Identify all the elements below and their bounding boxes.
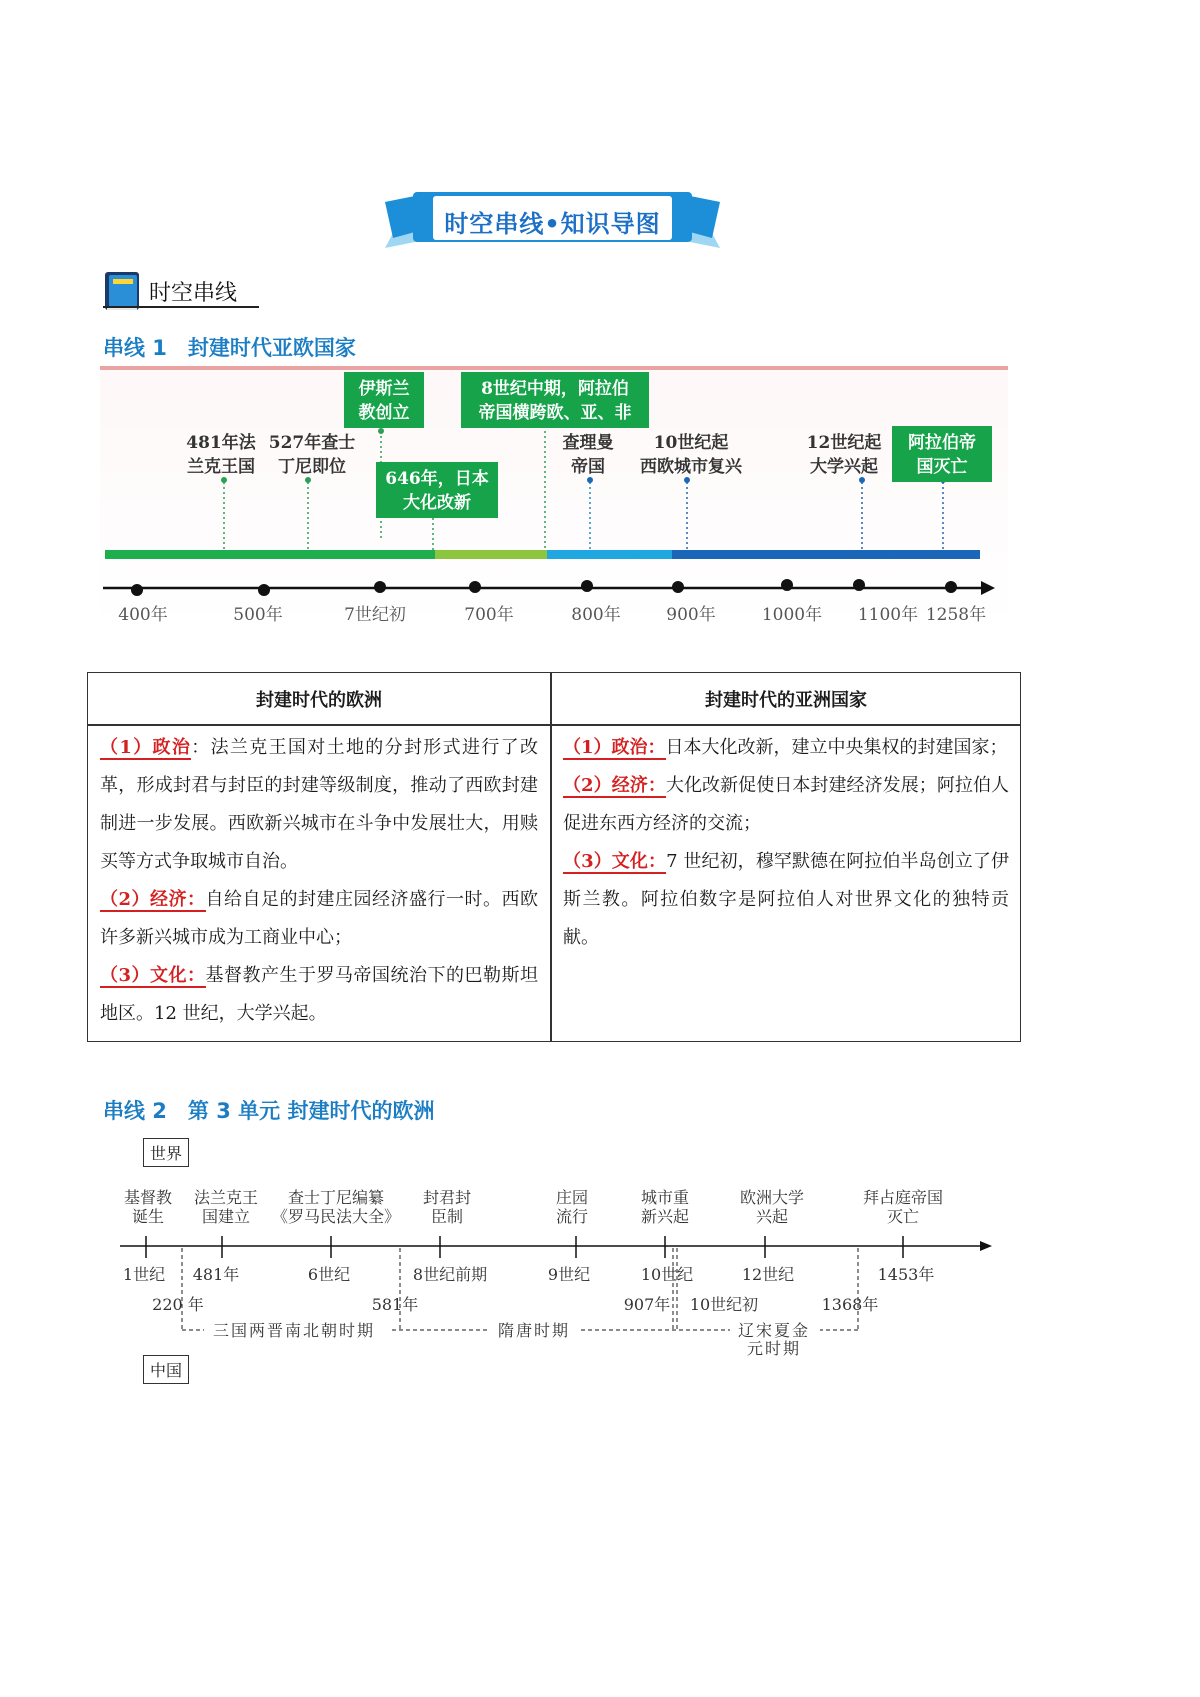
china-date-581: 581年 <box>371 1295 419 1314</box>
europe-economy-key: （2）经济： <box>100 889 206 910</box>
world-date-6c: 6世纪 <box>307 1265 351 1284</box>
label-charlemagne-line1: 查理曼 <box>562 433 614 453</box>
event-christianity-line1: 基督教 <box>123 1188 173 1207</box>
world-date-10c: 10世纪 <box>640 1265 694 1284</box>
world-date-481: 481年 <box>192 1265 240 1284</box>
event-byzantine-line2: 灭亡 <box>886 1207 920 1226</box>
event-christianity-line2: 诞生 <box>131 1207 165 1226</box>
world-date-1c: 1世纪 <box>122 1265 166 1284</box>
box-islam-line1: 伊斯兰 <box>358 379 410 399</box>
event-university-line1: 欧洲大学 <box>739 1188 805 1207</box>
event-manor-line2: 流行 <box>555 1207 589 1226</box>
band-green <box>105 550 435 559</box>
comparison-table <box>87 672 1021 1042</box>
asia-culture-key: （3）文化： <box>563 851 667 872</box>
box-arab-line1: 8世纪中期，阿拉伯 <box>481 379 629 399</box>
china-label: 中国 <box>143 1355 189 1384</box>
label-university-line2: 大学兴起 <box>810 457 878 477</box>
asia-politics <box>563 729 1009 767</box>
axis-tick-500: 500年 <box>233 605 283 625</box>
top-border <box>100 366 1008 370</box>
axis-tick-400: 400年 <box>118 605 168 625</box>
world-date-8c: 8世纪前期 <box>412 1265 488 1284</box>
event-manor-line1: 庄园 <box>555 1188 589 1207</box>
label-cities-line2: 西欧城市复兴 <box>640 457 742 477</box>
event-university-line2: 兴起 <box>755 1207 789 1226</box>
strand1-timeline <box>100 366 1010 630</box>
asia-economy <box>563 767 1009 843</box>
asia-culture <box>563 843 1009 957</box>
label-frank-line2: 兰克王国 <box>187 457 255 477</box>
axis-tick-1100: 1100年 <box>857 605 919 625</box>
strand1-title: 串线 1 封建时代亚欧国家 <box>103 336 356 360</box>
event-cities-line1: 城市重 <box>640 1188 690 1207</box>
section-underline <box>103 306 259 308</box>
strand2-timeline <box>110 1180 1000 1360</box>
table-header-europe: 封建时代的欧洲 <box>256 689 382 711</box>
europe-culture-key: （3）文化： <box>100 965 206 986</box>
event-frank-line2: 国建立 <box>201 1207 251 1226</box>
axis-tick-800: 800年 <box>571 605 621 625</box>
europe-economy-text: 自给自足的封建庄园经济盛行一时。西欧许多新兴城市成为工商业中心； <box>100 889 539 948</box>
table-divider <box>550 673 552 1041</box>
label-cities-line1: 10世纪起 <box>653 433 729 453</box>
period-yuan: 元时期 <box>746 1339 802 1358</box>
europe-politics-text: ：法兰克王国对土地的分封形式进行了改革，形成封君与封臣的封建等级制度，推动了西欧封建制进一步发展。西欧新兴城市在斗争中发展壮大，用赎买等方式争取城市自治。 <box>100 737 539 872</box>
box-islam-line2: 教创立 <box>358 403 410 423</box>
event-cities-line2: 新兴起 <box>640 1207 690 1226</box>
world-date-12c: 12世纪 <box>741 1265 795 1284</box>
label-justinian-line2: 丁尼即位 <box>278 457 346 477</box>
period-liao-song: 辽宋夏金 <box>737 1321 811 1340</box>
world-label: 世界 <box>143 1138 189 1167</box>
axis-tick-1000: 1000年 <box>761 605 823 625</box>
table-header-asia: 封建时代的亚洲国家 <box>705 689 867 711</box>
china-date-220: 220 年 <box>152 1295 204 1314</box>
event-vassal-line2: 臣制 <box>430 1207 464 1226</box>
asia-economy-key: （2）经济： <box>563 775 666 796</box>
period-sui-tang: 隋唐时期 <box>497 1321 571 1340</box>
world-date-1453: 1453年 <box>877 1265 935 1284</box>
europe-culture <box>100 957 538 1033</box>
asia-culture-text: 7 世纪初，穆罕默德在阿拉伯半岛创立了伊斯兰教。阿拉伯数字是阿拉伯人对世界文化的独特贡献。 <box>563 851 1009 948</box>
europe-politics-key: （1）政治 <box>100 737 192 758</box>
europe-economy <box>100 881 538 957</box>
asia-politics-text: 日本大化改新，建立中央集权的封建国家； <box>665 737 1008 758</box>
box-arab-line2: 帝国横跨欧、亚、非 <box>478 403 632 423</box>
label-university-line1: 12世纪起 <box>806 433 882 453</box>
strand2-arrow-icon <box>980 1241 992 1251</box>
page-banner <box>385 192 720 250</box>
china-date-10c: 10世纪初 <box>689 1295 759 1314</box>
axis-tick-1258: 1258年 <box>925 605 987 625</box>
box-arabfall-line1: 阿拉伯帝 <box>908 433 976 453</box>
event-vassal-line1: 封君封 <box>422 1188 472 1207</box>
label-frank-line1: 481年法 <box>186 433 256 453</box>
band-lightblue <box>547 550 672 559</box>
event-code-line2: 《罗马民法大全》 <box>271 1207 401 1226</box>
event-byzantine-line1: 拜占庭帝国 <box>862 1188 944 1207</box>
axis-tick-900: 900年 <box>666 605 716 625</box>
banner-title: 时空串线•知识导图 <box>444 209 661 238</box>
strand2-title: 串线 2 第 3 单元 封建时代的欧洲 <box>103 1099 435 1123</box>
box-arabfall-line2: 国灭亡 <box>916 457 968 477</box>
band-blue <box>672 550 980 559</box>
europe-culture-text: 基督教产生于罗马帝国统治下的巴勒斯坦地区。12 世纪，大学兴起。 <box>100 965 539 1024</box>
period-three-kingdoms: 三国两晋南北朝时期 <box>212 1321 376 1340</box>
table-cell-europe <box>100 729 538 1033</box>
label-justinian-line1: 527年查士 <box>268 433 356 453</box>
axis-tick-7c: 7世纪初 <box>344 605 406 625</box>
band-lightgreen <box>435 550 547 559</box>
box-taika-line1: 646年，日本 <box>385 469 489 489</box>
table-header-rule <box>88 724 1020 726</box>
europe-politics <box>100 729 538 881</box>
event-code-line1: 查士丁尼编纂 <box>287 1188 385 1207</box>
section-title: 时空串线 <box>149 281 238 306</box>
china-date-1368: 1368年 <box>821 1295 879 1314</box>
event-frank-line1: 法兰克王 <box>193 1188 259 1207</box>
asia-economy-text: 大化改新促使日本封建经济发展；阿拉伯人促进东西方经济的交流； <box>563 775 1010 834</box>
table-cell-asia <box>563 729 1009 957</box>
china-date-907: 907年 <box>623 1295 671 1314</box>
asia-politics-key: （1）政治： <box>563 737 666 758</box>
box-taika-line2: 大化改新 <box>403 493 471 513</box>
axis-tick-700: 700年 <box>464 605 514 625</box>
label-charlemagne-line2: 帝国 <box>571 457 605 477</box>
world-date-9c: 9世纪 <box>547 1265 591 1284</box>
